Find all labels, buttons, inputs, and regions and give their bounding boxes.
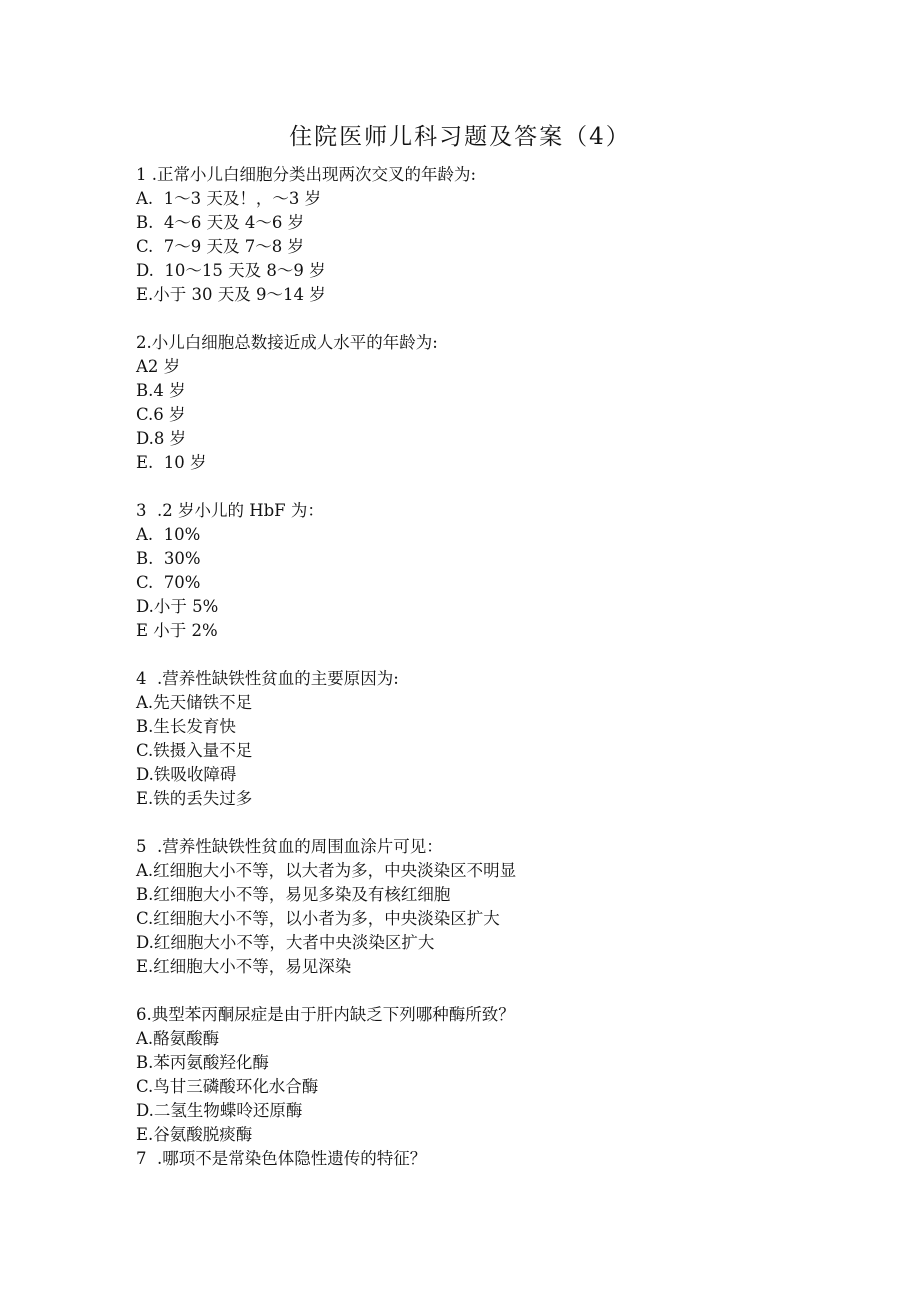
- question-1: [136, 163, 856, 307]
- option-b: B.生长发育快: [136, 717, 236, 736]
- option-a: A.酪氨酸酶: [136, 1029, 220, 1048]
- question-stem: 1 .正常小儿白细胞分类出现两次交叉的年龄为:: [136, 165, 477, 184]
- option-c: C.鸟甘三磷酸环化水合酶: [136, 1077, 319, 1096]
- option-d: D.铁吸收障碍: [136, 765, 237, 784]
- option-d: D.红细胞大小不等，大者中央淡染区扩大: [136, 933, 435, 952]
- option-a: A. 10%: [136, 525, 201, 544]
- option-c: C. 70%: [136, 573, 201, 592]
- question-6: [136, 1003, 856, 1147]
- question-4: [136, 667, 856, 811]
- option-e: E.铁的丢失过多: [136, 789, 253, 808]
- option-e: E 小于 2%: [136, 621, 218, 640]
- question-stem: 5 .营养性缺铁性贫血的周围血涂片可见：: [136, 837, 443, 856]
- option-d: D.二氢生物蝶呤还原酶: [136, 1101, 303, 1120]
- option-d: D.小于 5%: [136, 597, 219, 616]
- option-b: B.4 岁: [136, 381, 186, 400]
- question-stem: 4 .营养性缺铁性贫血的主要原因为:: [136, 669, 399, 688]
- question-7: [136, 1147, 856, 1171]
- option-e: E.谷氨酸脱痰酶: [136, 1125, 253, 1144]
- option-d: D.8 岁: [136, 429, 187, 448]
- option-b: B. 30%: [136, 549, 201, 568]
- option-a: A.先天储铁不足: [136, 693, 253, 712]
- question-stem: 2.小儿白细胞总数接近成人水平的年龄为:: [136, 333, 438, 352]
- question-3: [136, 499, 856, 643]
- question-stem: 3 .2 岁小儿的 HbF 为：: [136, 501, 324, 520]
- option-b: B.苯丙氨酸羟化酶: [136, 1053, 269, 1072]
- question-stem: 7 .哪项不是常染色体隐性遗传的特征？: [136, 1149, 427, 1168]
- question-2: [136, 331, 856, 475]
- page-title: 住院医师儿科习题及答案（4）: [289, 124, 631, 150]
- option-c: C. 7～9 天及 7～8 岁: [136, 237, 304, 256]
- option-e: E. 10 岁: [136, 453, 207, 472]
- question-5: [136, 835, 856, 979]
- option-a: A. 1～3 天及！，～3 岁: [136, 189, 322, 208]
- option-d: D. 10～15 天及 8～9 岁: [136, 261, 326, 280]
- option-c: C.铁摄入量不足: [136, 741, 253, 760]
- option-b: B.红细胞大小不等，易见多染及有核红细胞: [136, 885, 451, 904]
- question-list: [136, 163, 856, 1171]
- option-e: E.小于 30 天及 9～14 岁: [136, 285, 326, 304]
- option-a: A2 岁: [136, 357, 181, 376]
- option-a: A.红细胞大小不等，以大者为多，中央淡染区不明显: [136, 861, 517, 880]
- option-c: C.6 岁: [136, 405, 186, 424]
- question-stem: 6.典型苯丙酮尿症是由于肝内缺乏下列哪种酶所致？: [136, 1005, 515, 1024]
- option-b: B. 4～6 天及 4～6 岁: [136, 213, 305, 232]
- option-c: C.红细胞大小不等，以小者为多，中央淡染区扩大: [136, 909, 500, 928]
- option-e: E.红细胞大小不等，易见深染: [136, 957, 352, 976]
